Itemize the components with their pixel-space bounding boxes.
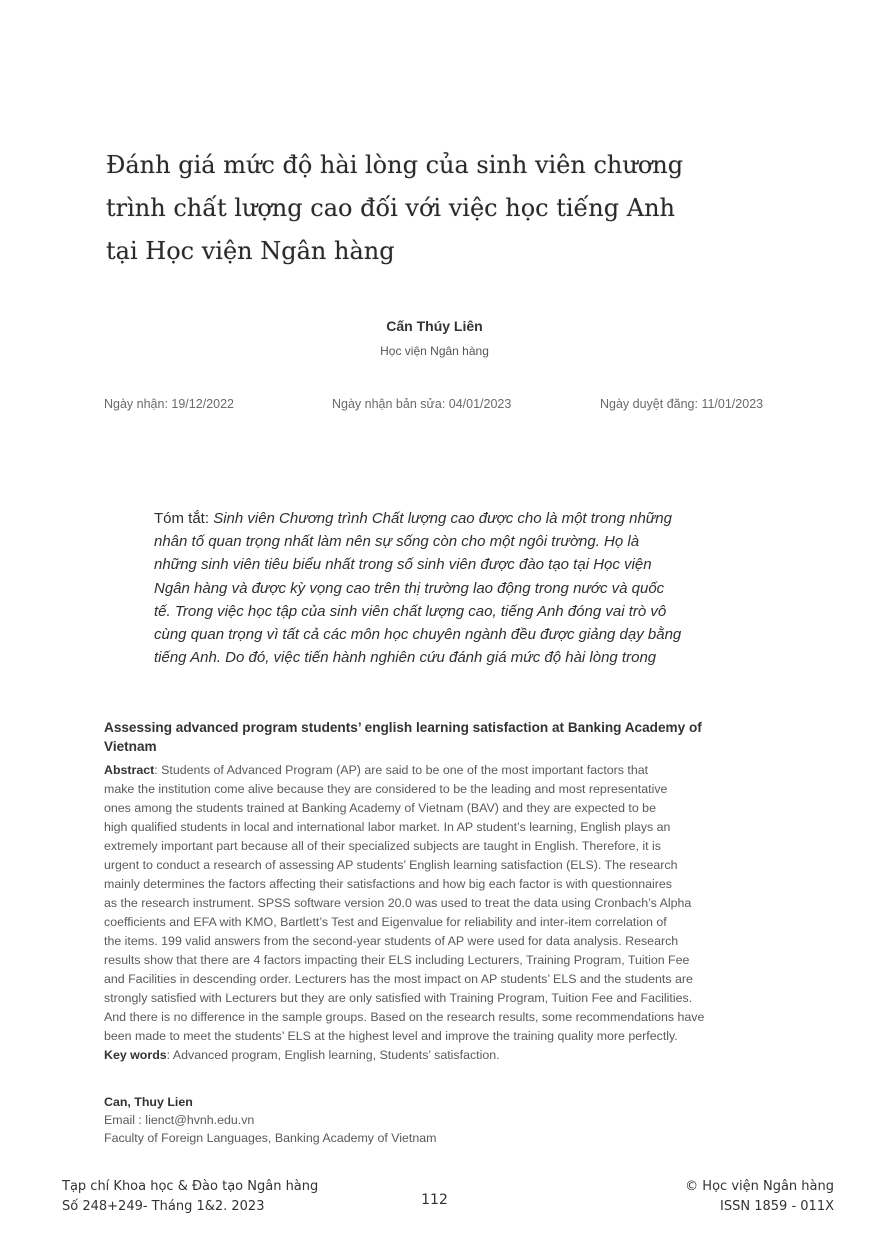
contact-name: Can, Thuy Lien xyxy=(104,1095,193,1109)
title-line: Đánh giá mức độ hài lòng của sinh viên chương xyxy=(106,151,684,179)
abstract-line: nhân tố quan trọng nhất làm nên sự sống còn cho một ngôi trường. Họ là xyxy=(154,533,640,551)
abstract-line: Abstract: Students of Advanced Program (AP) are said to be one of the most important factors that xyxy=(104,763,649,777)
author-name: Cấn Thúy Liên xyxy=(386,318,483,334)
title-line: trình chất lượng cao đối với việc học tiếng Anh xyxy=(106,194,676,222)
date-received: Ngày nhận: 19/12/2022 xyxy=(104,397,234,411)
abstract-line: những sinh viên tiêu biểu nhất trong số sinh viên được đào tạo tại Học viện xyxy=(154,556,652,574)
abstract-line: as the research instrument. SPSS software version 20.0 was used to treat the data using Cronbach’s Alpha xyxy=(104,896,692,910)
abstract-line: make the institution come alive because they are considered to be the leading and most representative xyxy=(104,782,668,796)
author-contact xyxy=(104,1093,436,1147)
vietnamese-abstract xyxy=(154,507,744,669)
contact-email[interactable]: Email : lienct@hvnh.edu.vn xyxy=(104,1113,255,1127)
page-number: 112 xyxy=(421,1192,448,1208)
abstract-line: coefficients and EFA with KMO, Bartlett’s Test and Eigenvalue for reliability and inter-item correlation of xyxy=(104,915,667,929)
abstract-label: Abstract xyxy=(104,763,155,777)
keywords-label: Key words xyxy=(104,1048,167,1062)
abstract-line: tế. Trong việc học tập của sinh viên chất lượng cao, tiếng Anh đóng vai trò vô xyxy=(154,602,667,620)
journal-issue: Số 248+249- Tháng 1&2. 2023 xyxy=(62,1199,265,1214)
article-title xyxy=(106,144,786,273)
abstract-line: strongly satisfied with Lecturers but they are only satisfied with Training Program, Tuition Fee and Facilities. xyxy=(104,991,693,1005)
abstract-line: and Facilities in descending order. Lecturers has the most impact on AP students’ ELS and the students are xyxy=(104,972,693,986)
title-line: tại Học viện Ngân hàng xyxy=(106,237,395,265)
abstract-line: extremely important part because all of their specialized subjects are taught in English. Therefore, it is xyxy=(104,839,661,853)
abstract-line: Tóm tắt: Sinh viên Chương trình Chất lượng cao được cho là một trong những xyxy=(154,510,672,527)
abstract-line: tiếng Anh. Do đó, việc tiến hành nghiên cứu đánh giá mức độ hài lòng trong xyxy=(154,649,657,667)
keywords: Key words: Advanced program, English learning, Students’ satisfaction. xyxy=(104,1048,500,1062)
author-affiliation: Học viện Ngân hàng xyxy=(380,344,489,358)
abstract-line: been made to meet the students’ ELS at the highest level and improve the training quality more perfectly. xyxy=(104,1029,678,1043)
abstract-line: high qualified students in local and international labor market. In AP student’s learning, English plays an xyxy=(104,820,671,834)
english-title-line: Vietnam xyxy=(104,739,157,754)
abstract-line: the items. 199 valid answers from the second-year students of AP were used for data analysis. Research xyxy=(104,934,679,948)
english-abstract xyxy=(104,761,794,1065)
abstract-label: Tóm tắt: xyxy=(154,510,214,527)
journal-name: Tạp chí Khoa học & Đào tạo Ngân hàng xyxy=(62,1179,319,1194)
abstract-line: And there is no difference in the sample groups. Based on the research results, some recommendations have xyxy=(104,1010,705,1024)
abstract-line: ones among the students trained at Banking Academy of Vietnam (BAV) and they are expected to be xyxy=(104,801,656,815)
abstract-line: urgent to conduct a research of assessing AP students’ English learning satisfaction (ELS). The research xyxy=(104,858,678,872)
english-title-line: Assessing advanced program students’ english learning satisfaction at Banking Academy of xyxy=(104,720,702,735)
abstract-line: Ngân hàng và được kỳ vọng cao trên thị trường lao động trong nước và quốc xyxy=(154,579,665,597)
english-title xyxy=(104,718,794,756)
copyright: © Học viện Ngân hàng xyxy=(685,1179,834,1194)
issn: ISSN 1859 - 011X xyxy=(720,1199,834,1214)
contact-affiliation: Faculty of Foreign Languages, Banking Academy of Vietnam xyxy=(104,1131,437,1145)
abstract-line: results show that there are 4 factors impacting their ELS including Lecturers, Training Program, Tuition Fee xyxy=(104,953,690,967)
date-revised: Ngày nhận bản sửa: 04/01/2023 xyxy=(332,397,512,411)
footer-publisher-info xyxy=(685,1177,834,1217)
date-approved: Ngày duyệt đăng: 11/01/2023 xyxy=(600,397,764,411)
abstract-line: mainly determines the factors affecting their satisfactions and how big each factor is with questionnaires xyxy=(104,877,672,891)
abstract-line: cùng quan trọng vì tất cả các môn học chuyên ngành đều được giảng dạy bằng xyxy=(154,626,682,644)
